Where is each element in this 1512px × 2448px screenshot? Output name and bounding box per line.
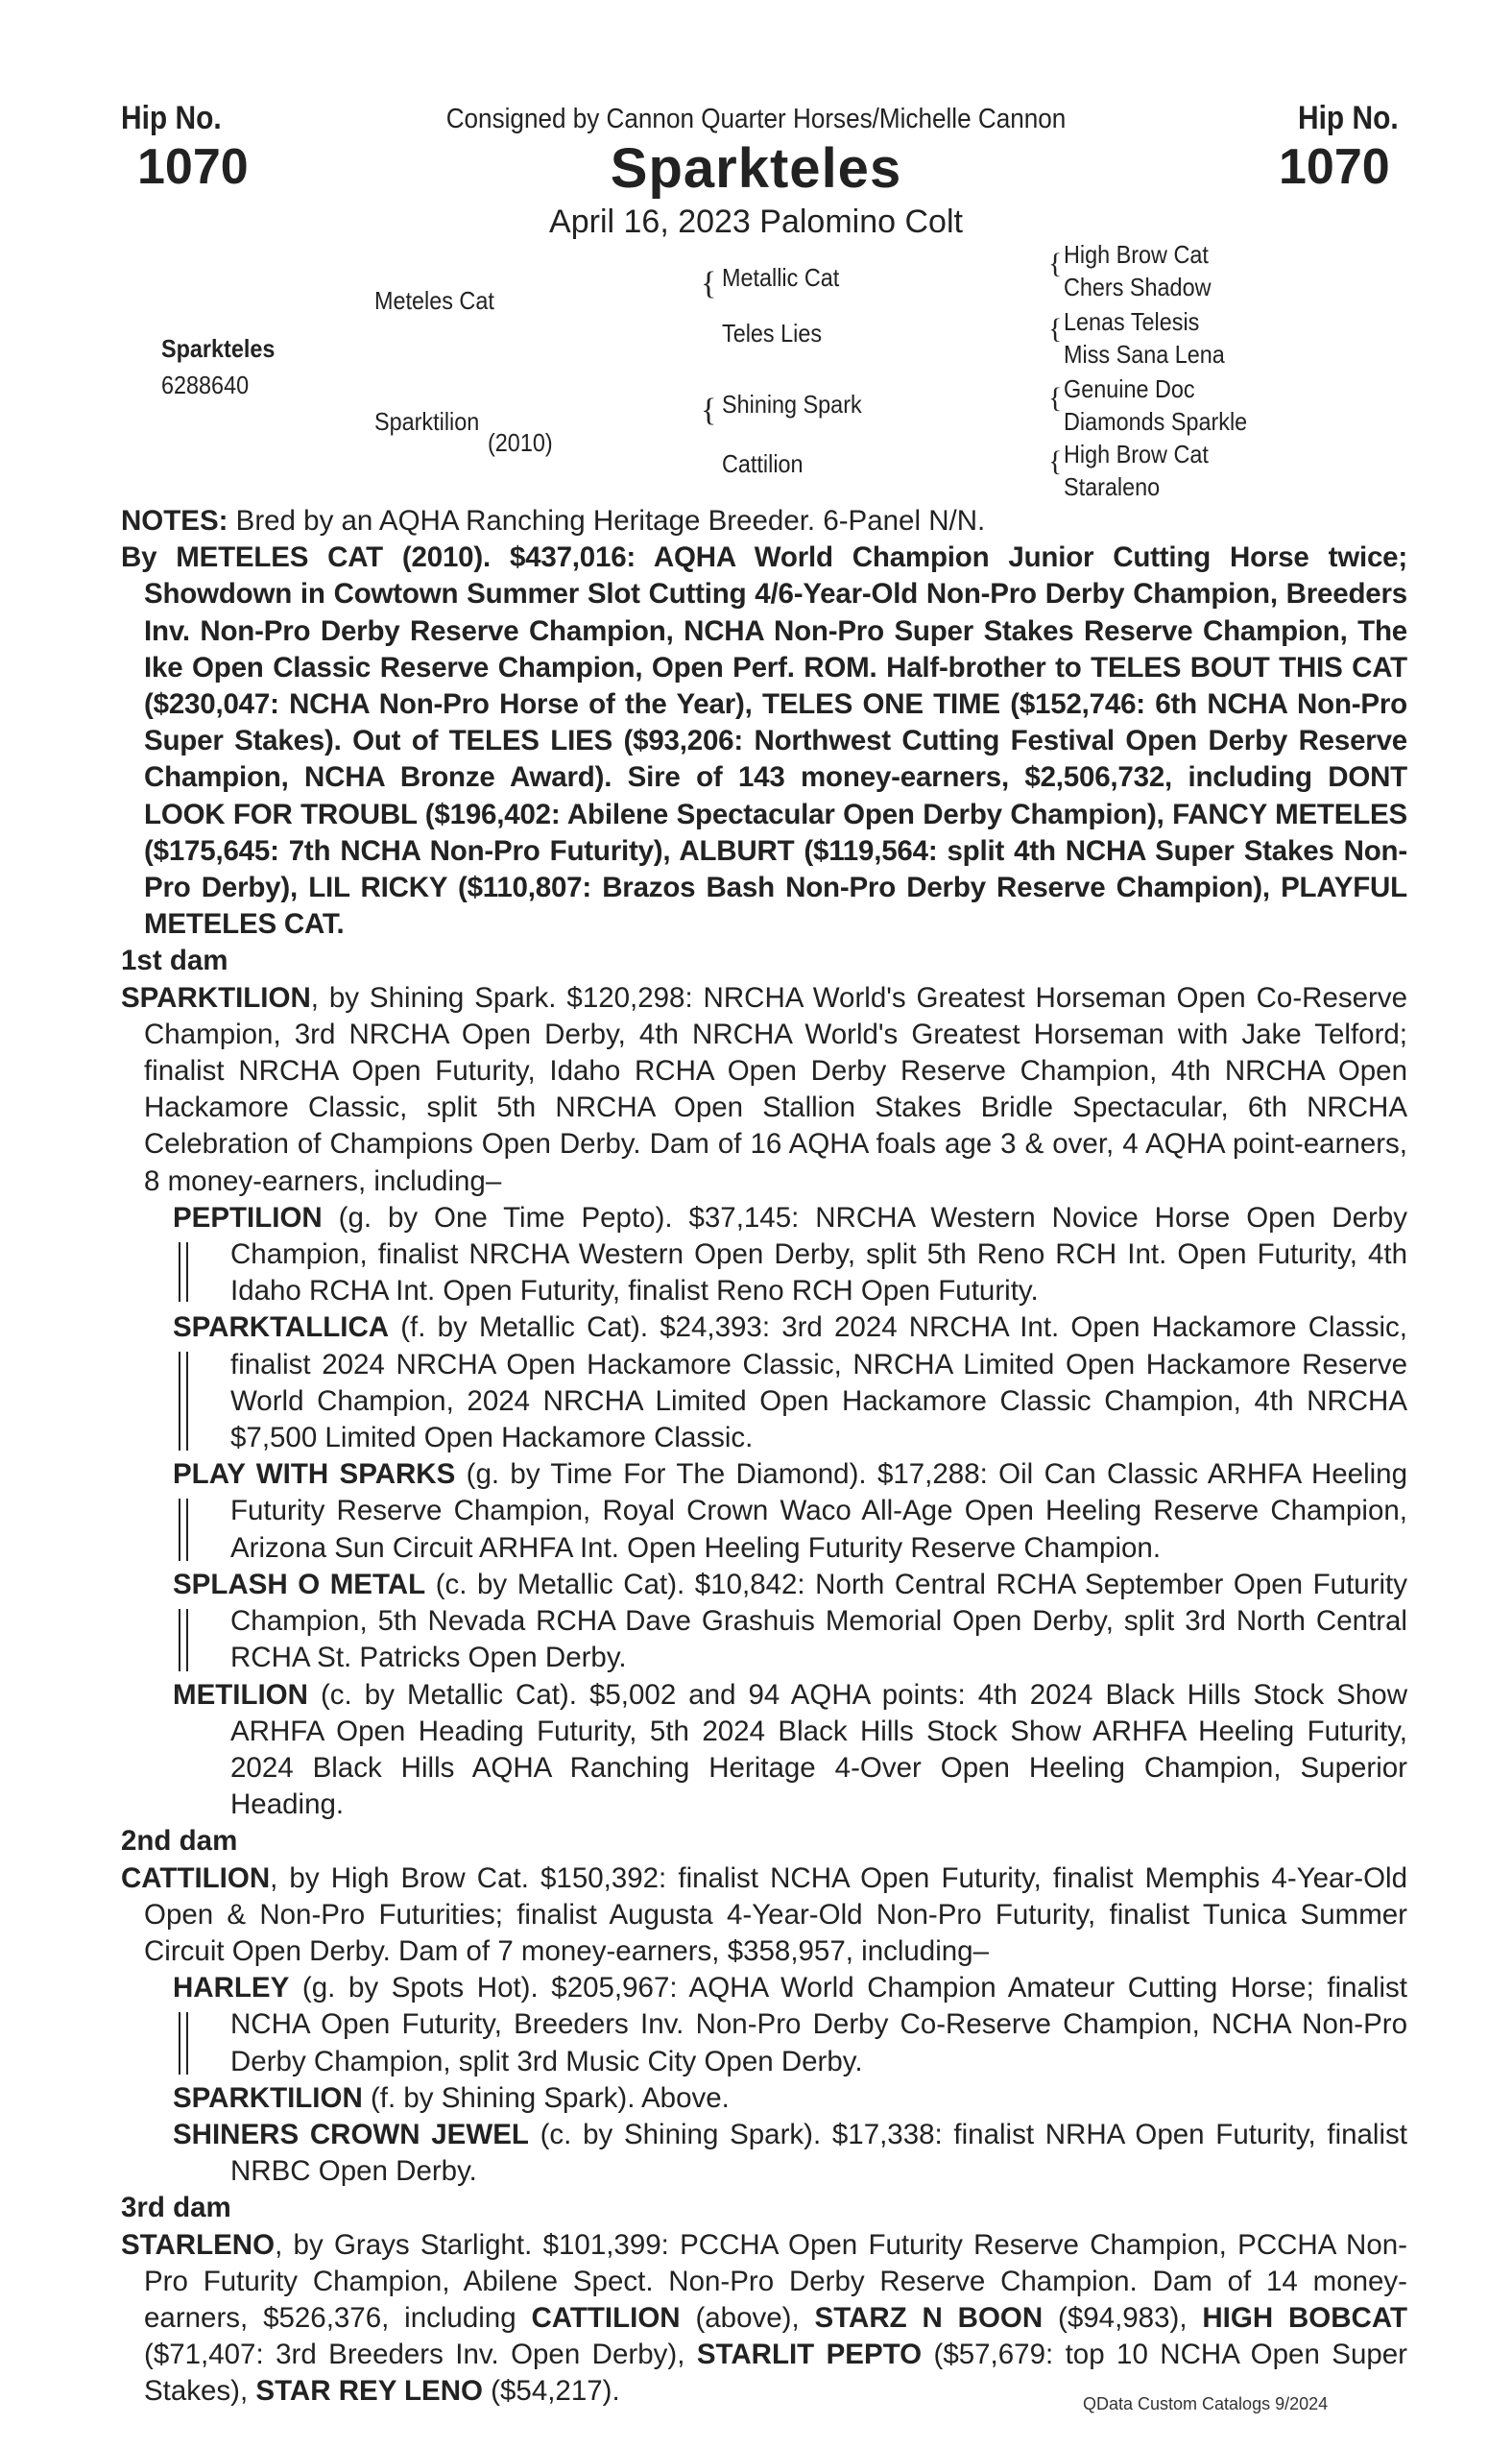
produce-text: (g. by Spots Hot). $205,967: AQHA World Champion Amateur Cutting Horse; finalist NCHA Open Futurity, Breeders Inv. Non-Pro Derby Co-Reserve Champion, NCHA Non-Pro Derby Champion, split 3rd Music City Open Derby. — [230, 1972, 1407, 2077]
brace-sire: { — [701, 266, 717, 301]
produce-text: (c. by Metallic Cat). $10,842: North Central RCHA September Open Futurity Champion, 5th Nevada RCHA Dave Grashuis Memorial Open Derby, split 3rd North Central RCHA St. Patricks Open Derby. — [230, 1568, 1407, 1674]
produce-record — [173, 1677, 1407, 1824]
produce-text: (g. by One Time Pepto). $37,145: NRCHA Western Novice Horse Open Derby Champion, finalist NRCHA Western Open Derby, split 5th Reno RCH Int. Open Futurity, 4th Idaho RCHA Int. Open Futurity, finalist Reno RCH Open Futurity. — [230, 1201, 1407, 1308]
second-dam-heading: 2nd dam — [121, 1825, 238, 1858]
notes-text: Bred by an AQHA Ranching Heritage Breeder. 6-Panel N/N. — [228, 505, 986, 537]
produce-text: (g. by Time For The Diamond). $17,288: Oil Can Classic ARHFA Heeling Futurity Reserve Champion, Royal Crown Waco All-Age Open Heeling Reserve Champion, Arizona Sun Circuit ARHFA Int. Open Heeling Futurity Reserve Champion. — [230, 1458, 1407, 1564]
produce-name: SPLASH O METAL — [173, 1568, 426, 1600]
first-dam-heading: 1st dam — [121, 945, 228, 977]
pedigree-sire: Meteles Cat — [374, 286, 494, 315]
pedigree-g1: High Brow Cat — [1064, 240, 1209, 269]
notes-label: NOTES: — [121, 505, 228, 537]
produce-text: (c. by Metallic Cat). $5,002 and 94 AQHA points: 4th 2024 Black Hills Stock Show ARHFA Open Heading Futurity, 5th 2024 Black Hills Stock Show ARHFA Heeling Futurity, 2024 Black Hills AQHA Ranching Heritage 4-Over Open Heeling Champion, Superior Heading. — [230, 1678, 1407, 1821]
notable-offspring: HIGH BOBCAT — [1202, 2301, 1407, 2334]
produce-name: METILION — [173, 1678, 308, 1711]
produce-name: SHINERS CROWN JEWEL — [173, 2118, 529, 2150]
sire-paragraph: By METELES CAT (2010). $437,016: AQHA World Champion Junior Cutting Horse twice; Showdown in Cowtown Summer Slot Cutting 4/6-Year-Old Non-Pro Derby Champion, Breeders Inv. Non-Pro Derby Reserve Champion, NCHA Non-Pro Super Stakes Reserve Champion, The Ike Open Classic Reserve Champion, Open Perf. ROM. Half-brother to TELES BOUT THIS CAT ($230,047: NCHA Non-Pro Horse of the Year), TELES ONE TIME ($152,746: 6th NCHA Non-Pro Super Stakes). Out of TELES LIES ($93,206: Northwest Cutting Festival Open Derby Reserve Champion, NCHA Bronze Award). Sire of 143 money-earners, $2,506,732, including DONT LOOK FOR TROUBL ($196,402: Abilene Spectacular Open Derby Champion), FANCY METELES ($175,645: 7th NCHA Non-Pro Futurity), ALBURT ($119,564: split 4th NCHA Super Stakes Non-Pro Derby), LIL RICKY ($110,807: Brazos Bash Non-Pro Derby Reserve Champion), PLAYFUL METELES CAT. — [121, 541, 1407, 941]
produce-record — [173, 1456, 1407, 1567]
horse-name-title: Sparkteles — [610, 137, 902, 200]
consignor-line: Consigned by Cannon Quarter Horses/Michelle Cannon — [445, 104, 1067, 134]
produce-record — [173, 1200, 1407, 1310]
hip-number-right: 1070 — [1279, 139, 1390, 195]
produce-record — [173, 1970, 1407, 2080]
offspring-note: ($54,217). — [482, 2375, 620, 2408]
third-dam-paragraph — [121, 2227, 1407, 2411]
foaling-info: April 16, 2023 Palomino Colt — [549, 204, 963, 240]
notable-offspring: STARLIT PEPTO — [696, 2339, 923, 2371]
offspring-note: (above), — [680, 2301, 815, 2334]
brace-dam: { — [701, 393, 717, 428]
pedigree-dam-year: (2010) — [488, 428, 553, 457]
produce-name: PLAY WITH SPARKS — [173, 1458, 456, 1491]
second-dam-text: , by High Brow Cat. $150,392: finalist NCHA Open Futurity, finalist Memphis 4-Year-Old Open & Non-Pro Futurities; finalist Augusta 4-Year-Old Non-Pro Futurity, finalist Tunica Summer Circuit Open Derby. Dam of 7 money-earners, $358,957, including– — [144, 1861, 1407, 1967]
produce-record — [173, 1309, 1407, 1456]
produce-text: (f. by Metallic Cat). $24,393: 3rd 2024 NRCHA Int. Open Hackamore Classic, finalist 2024 NRCHA Open Hackamore Classic, NRCHA Limited Open Hackamore Reserve World Champion, 2024 NRCHA Limited Open Hackamore Classic Champion, 4th NRCHA $7,500 Limited Open Hackamore Classic. — [230, 1311, 1407, 1454]
pedigree-sire-sire: Metallic Cat — [722, 263, 840, 292]
notable-offspring: CATTILION — [531, 2301, 681, 2334]
notes-paragraph — [121, 503, 1407, 540]
produce-text: (f. by Shining Spark). Above. — [362, 2081, 730, 2114]
pedigree-g6: Diamonds Sparkle — [1064, 407, 1248, 436]
second-dam-paragraph — [121, 1860, 1407, 1971]
hip-number-left: 1070 — [137, 139, 249, 195]
first-dam-name: SPARKTILION — [121, 981, 311, 1014]
produce-name: HARLEY — [173, 1972, 290, 2004]
offspring-note: ($57,679: top 10 NCHA Open Super Stakes), — [144, 2339, 1407, 2408]
offspring-note: ($94,983), — [1043, 2301, 1203, 2334]
third-dam-heading: 3rd dam — [121, 2192, 231, 2224]
catalog-body — [121, 503, 1407, 2411]
brace-g2: { — [1048, 313, 1063, 345]
produce-name: PEPTILION — [173, 1201, 323, 1234]
notable-offspring: STAR REY LENO — [255, 2375, 483, 2408]
hip-label-left: Hip No. — [121, 100, 222, 136]
brace-g4: { — [1048, 445, 1063, 477]
hip-label-right: Hip No. — [1298, 100, 1399, 136]
pedigree-g8: Staraleno — [1064, 472, 1161, 501]
pedigree-dam: Sparktilion — [374, 407, 480, 436]
produce-record — [173, 2117, 1407, 2190]
offspring-note: ($71,407: 3rd Breeders Inv. Open Derby), — [144, 2339, 697, 2371]
pedigree-g4: Miss Sana Lena — [1064, 340, 1225, 369]
produce-record — [173, 2080, 1407, 2117]
produce-text: (c. by Shining Spark). $17,338: finalist NRHA Open Futurity, finalist NRBC Open Derby. — [230, 2118, 1407, 2188]
first-dam-text: , by Shining Spark. $120,298: NRCHA World's Greatest Horseman Open Co-Reserve Champion, 3rd NRCHA Open Derby, 4th NRCHA World's Greatest Horseman with Jake Telford; finalist NRCHA Open Futurity, Idaho RCHA Open Derby Reserve Champion, 4th NRCHA Open Hackamore Classic, split 5th NRCHA Open Stallion Stakes Bridle Spectacular, 6th NRCHA Celebration of Champions Open Derby. Dam of 16 AQHA foals age 3 & over, 4 AQHA point-earners, 8 money-earners, including– — [144, 981, 1407, 1197]
brace-g3: { — [1048, 382, 1063, 414]
produce-record — [173, 1567, 1407, 1677]
pedigree-g2: Chers Shadow — [1064, 273, 1212, 301]
produce-name: SPARKTILION — [173, 2081, 363, 2114]
pedigree-g5: Genuine Doc — [1064, 374, 1195, 403]
pedigree-dam-dam: Cattilion — [722, 449, 804, 478]
brace-g1: { — [1048, 248, 1063, 279]
notable-offspring: STARZ N BOON — [814, 2301, 1044, 2334]
pedigree-registration: 6288640 — [161, 371, 250, 399]
third-dam-name: STARLENO — [121, 2228, 276, 2261]
pedigree-sire-dam: Teles Lies — [722, 319, 823, 348]
footer-credit: QData Custom Catalogs 9/2024 — [1083, 2394, 1329, 2413]
third-dam-text: , by Grays Starlight. $101,399: PCCHA Open Futurity Reserve Champion, PCCHA Non-Pro Futurity Champion, Abilene Spect. Non-Pro Derby Reserve Champion. Dam of 14 money-earners, $526,376, including — [144, 2228, 1407, 2334]
pedigree-dam-sire: Shining Spark — [722, 390, 862, 419]
pedigree-g7: High Brow Cat — [1064, 440, 1209, 468]
pedigree-subject: Sparkteles — [161, 334, 276, 363]
pedigree-g3: Lenas Telesis — [1064, 307, 1200, 336]
first-dam-paragraph — [121, 980, 1407, 1200]
produce-name: SPARKTALLICA — [173, 1311, 390, 1344]
second-dam-name: CATTILION — [121, 1861, 271, 1894]
